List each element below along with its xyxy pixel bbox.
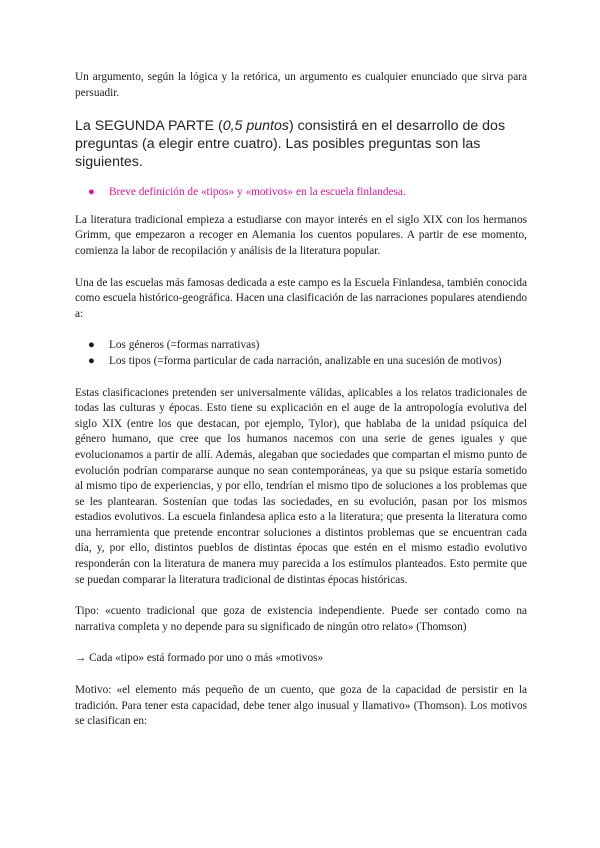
classification-list xyxy=(75,338,527,369)
list-item-text: Los tipos (=forma particular de cada narración, analizable en una sucesión de motivos) xyxy=(109,354,502,367)
question-text: Breve definición de «tipos» y «motivos» en la escuela finlandesa. xyxy=(109,186,406,199)
arrow-note: → Cada «tipo» está formado por uno o más «motivos» xyxy=(75,652,324,665)
list-item xyxy=(75,338,527,354)
section-heading xyxy=(75,117,527,171)
paragraph-finnish-school: Una de las escuelas más famosas dedicada a este campo es la Escuela Finlandesa, también conocida como escuela histórico-geográfica. Hacen una clasificación de las narraciones populares atendiendo a: xyxy=(75,276,527,320)
bullet-icon: ● xyxy=(88,339,95,352)
paragraph-grimm: La literatura tradicional empieza a estudiarse con mayor interés en el siglo XIX con los hermanos Grimm, que empezaron a recoger en Alemania los cuentos populares. A partir de ese momento, comienza la labor de recopilación y análisis de la literatura popular. xyxy=(75,213,527,257)
motivo-definition: Motivo: «el elemento más pequeño de un cuento, que goza de la capacidad de persistir en la tradición. Para tener esta capacidad, debe tener algo inusual y llamativo» (Thomson). Los motivos se clasifican en: xyxy=(75,684,527,728)
list-item xyxy=(75,354,527,370)
question-list xyxy=(75,185,527,201)
intro-paragraph: Un argumento, según la lógica y la retórica, un argumento es cualquier enunciado que sirva para persuadir. xyxy=(75,71,527,99)
list-item-text: Los géneros (=formas narrativas) xyxy=(109,339,260,352)
tipo-definition: Tipo: «cuento tradicional que goza de existencia independiente. Puede ser contado como na narrativa completa y no depende para su significado de ningún otro relato» (Thomson) xyxy=(75,605,527,633)
section-points: 0,5 puntos xyxy=(222,118,289,135)
bullet-icon: ● xyxy=(88,354,95,367)
section-heading-after: ) consistirá en el desarrollo de dos preguntas (a elegir entre cuatro). Las posibles preguntas son las siguientes. xyxy=(75,118,506,171)
bullet-icon: ● xyxy=(88,186,95,199)
section-heading-before: La SEGUNDA PARTE ( xyxy=(75,118,223,135)
paragraph-classifications: Estas clasificaciones pretenden ser universalmente válidas, aplicables a los relatos tradicionales de todas las culturas y épocas. Esto tiene su explicación en el auge de la antropología evolutiva del siglo XIX (entre los que destacan, por ejemplo, Tylor), que hablaba de la unidad psíquica del género humano, que cree que los humanos nacemos con una serie de genes iguales y que evolucionamos a partir de allí. Además, alegaban que sociedades que compartan el mismo punto de evolución podrían compararse aunque no sean contemporáneas, ya que su psique estaría sometido al mismo tipo de experiencias, y por ello, tendrían el mismo tipo de soluciones a los problemas que se les plantearan. Sostenían que todas las sociedades, en su evolución, pasan por los mismos estadios evolutivos. La escuela finlandesa aplica esto a la literatura; que presenta la literatura como una herramienta que pretende encontrar soluciones a distintos problemas que se encuentran cada día, y, por ello, distintos pueblos de distintas épocas que estén en el mismo estadio evolutivo responderán con la literatura de manera muy parecida a los estímulos planteados. Esto permite que se puedan comparar la literatura tradicional de distintas épocas históricas. xyxy=(75,386,527,586)
document-content xyxy=(75,70,527,730)
question-item xyxy=(75,185,527,201)
